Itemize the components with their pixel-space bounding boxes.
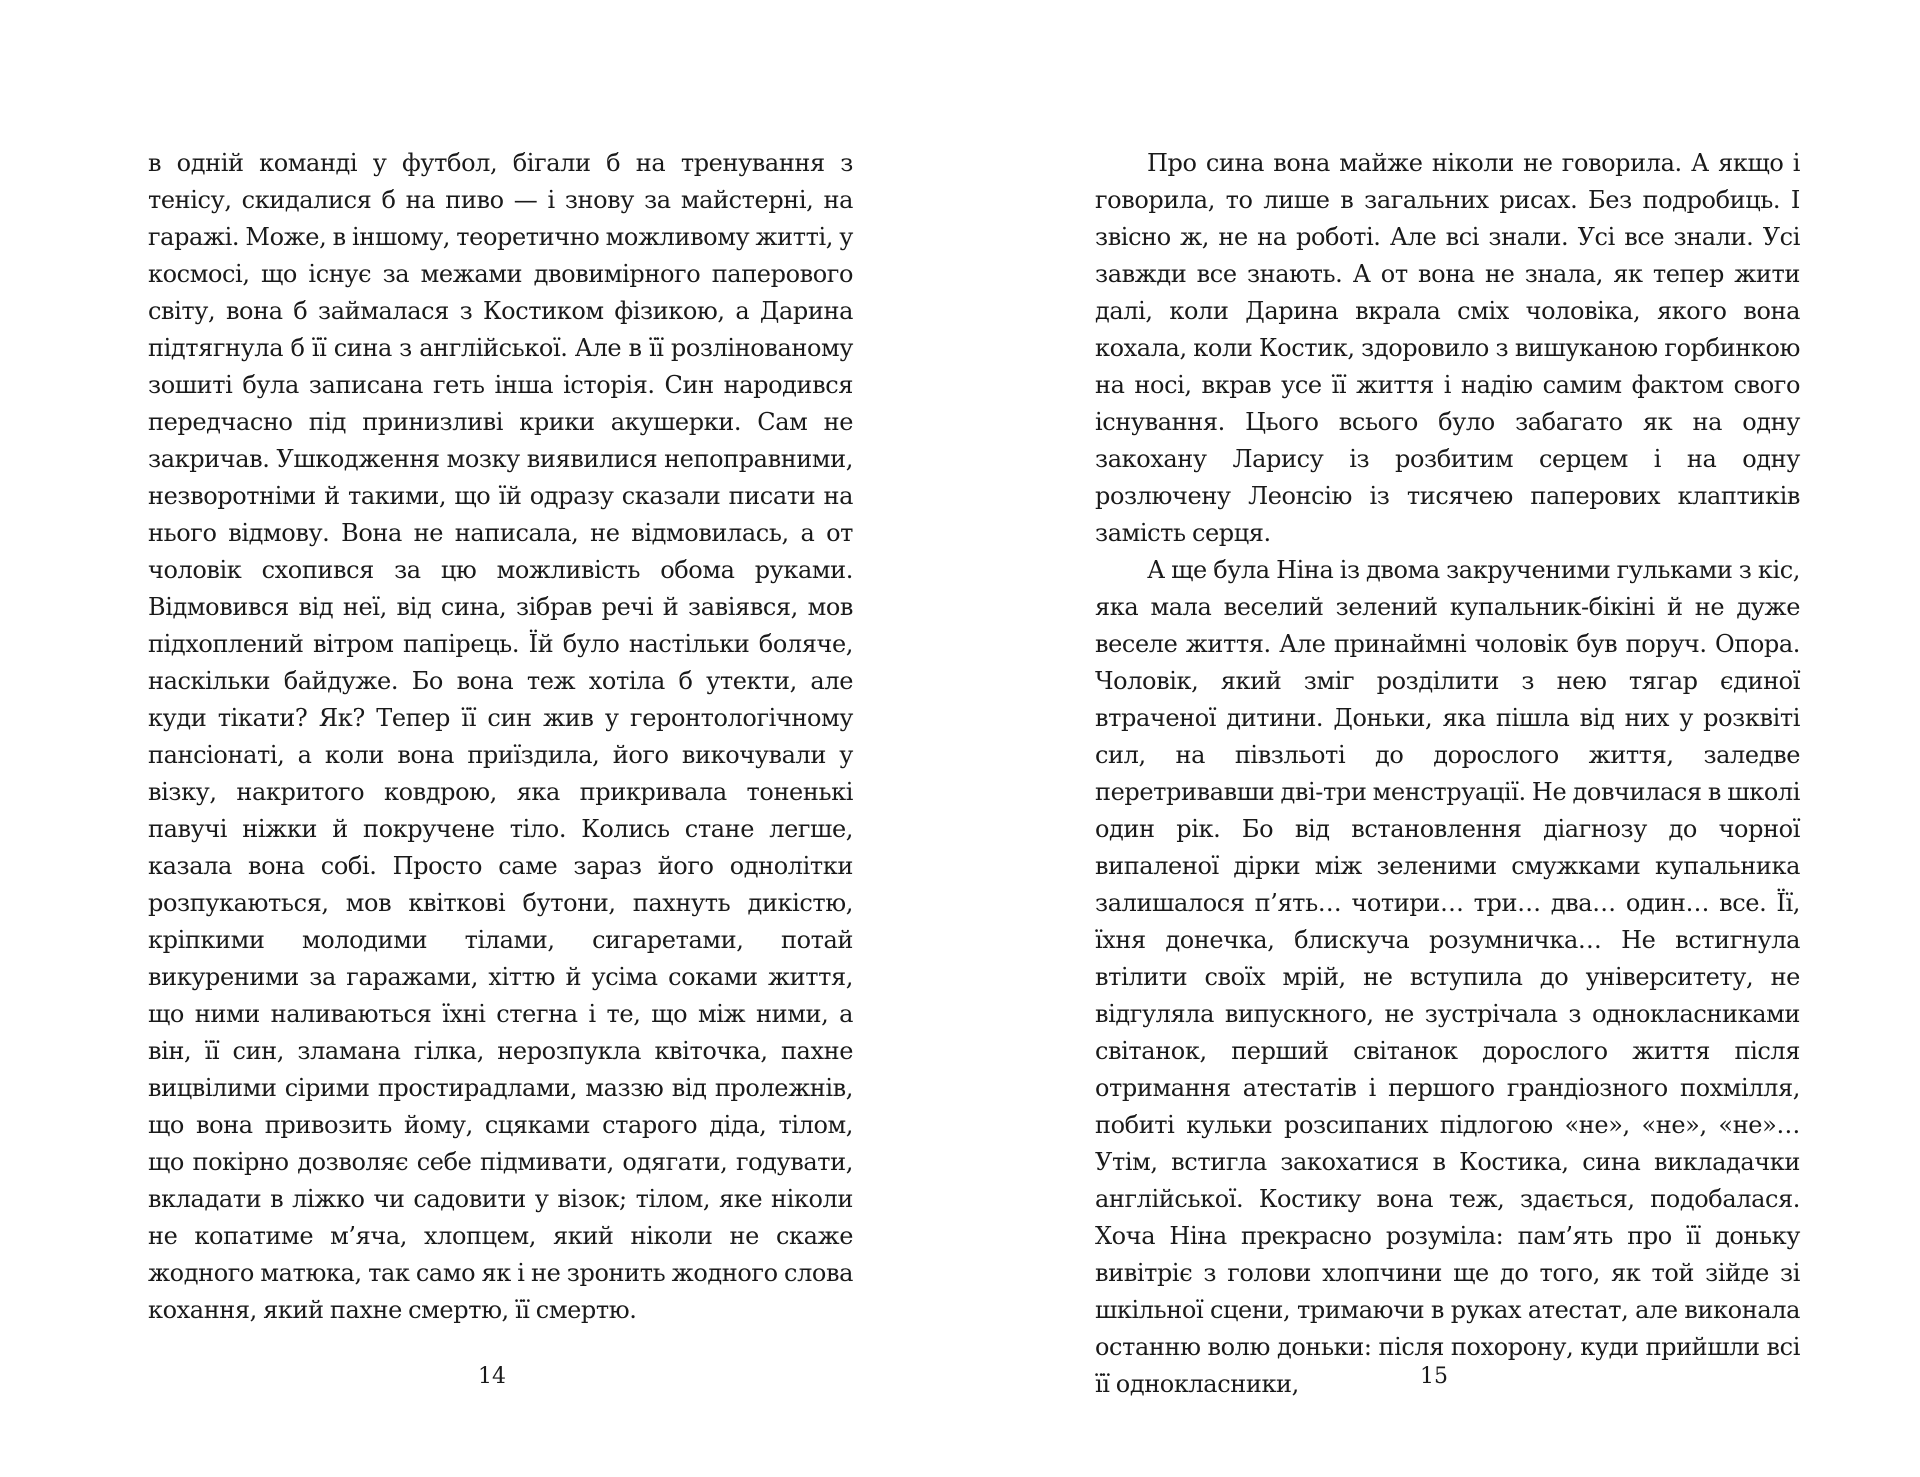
page-number: 15 [1420,1364,1448,1389]
right-page-text [1095,145,1800,1403]
paragraph: А ще була Ніна із двома закрученими гульками з кіс, яка мала веселий зелений купальник-бікіні й не дуже веселе життя. Але принаймні чоловік був поруч. Опора. Чоловік, який зміг розділити з нею тягар єдиної втраченої дитини. Доньки, яка пішла від них у розквіті сил, на півзльоті до дорослого життя, заледве перетривавши дві-три менструації. Не довчилася в школі один рік. Бо від встановлення діагнозу до чорної випаленої дірки між зеленими смужками купальника залишалося п’ять… чотири… три… два… один… все. Її, їхня донечка, блискуча розумничка… Не встигнула втілити своїх мрій, не вступила до університету, не відгуляла випускного, не зустрічала з однокласниками світанок, перший світанок дорослого життя після отримання атестатів і першого грандіозного похмілля, побиті кульки розсипаних підлогою «не», «не», «не»… Утім, встигла закохатися в Костика, сина викладачки англійської. Костику вона теж, здається, подобалася. Хоча Ніна прекрасно розуміла: пам’ять про її доньку вивітріє з голови хлопчини ще до того, як той зійде зі шкільної сцени, тримаючи в руках атестат, але виконала останню волю доньки: після похорону, куди прийшли всі її однокласники, [1095,556,1800,1398]
right-page [960,0,1920,1477]
left-page-text [148,145,853,1329]
page-number: 14 [478,1364,506,1389]
paragraph: в одній команді у футбол, бігали б на тренування з тенісу, скидалися б на пиво — і знову за майстерні, на гаражі. Може, в іншому, теоретично можливому житті, у космосі, що існує за межами двовимірного паперового світу, вона б займалася з Костиком фізикою, а Дарина підтягнула б її сина з англійської. Але в її розлінованому зошиті була записана геть інша історія. Син народився передчасно під принизливі крики акушерки. Сам не закричав. Ушкодження мозку виявилися непоправними, незворотніми й такими, що їй одразу сказали писати на нього відмову. Вона не написала, не відмовилась, а от чоловік схопився за цю можливість обома руками. Відмовився від неї, від сина, зібрав речі й завіявся, мов підхоплений вітром папірець. Їй було настільки боляче, наскільки байдуже. Бо вона теж хотіла б утекти, але куди тікати? Як? Тепер її син жив у геронтологічному пансіонаті, а коли вона приїздила, його викочували у візку, накритого ковдрою, яка прикривала тоненькі павучі ніжки й покручене тіло. Колись стане легше, казала вона собі. Просто саме зараз його однолітки розпукаються, мов квіткові бутони, пахнуть дикістю, кріпкими молодими тілами, сигаретами, потай викуреними за гаражами, хіттю й усіма соками життя, що ними наливаються їхні стегна і те, що між ними, а він, її син, зламана гілка, нерозпукла квіточка, пахне вицвілими сірими простирадлами, маззю від пролежнів, що вона привозить йому, сцяками старого діда, тілом, що покірно дозволяє себе підмивати, одягати, годувати, вкладати в ліжко чи садовити у візок; тілом, яке ніколи не копатиме м’яча, хлопцем, який ніколи не скаже жодного матюка, так само як і не зронить жодного слова кохання, який пахне смертю, її смертю. [148,149,853,1324]
paragraph: Про сина вона майже ніколи не говорила. А якщо і говорила, то лише в загальних рисах. Без подробиць. І звісно ж, не на роботі. Але всі знали. Усі все знали. Усі завжди все знають. А от вона не знала, як тепер жити далі, коли Дарина вкрала сміх чоловіка, якого вона кохала, коли Костик, здоровило з вишуканою горбинкою на носі, вкрав усе її життя і надію самим фактом свого існування. Цього всього було забагато як на одну закохану Ларису із розбитим серцем і на одну розлючену Леонсію із тисячею паперових клаптиків замість серця. [1095,149,1800,547]
